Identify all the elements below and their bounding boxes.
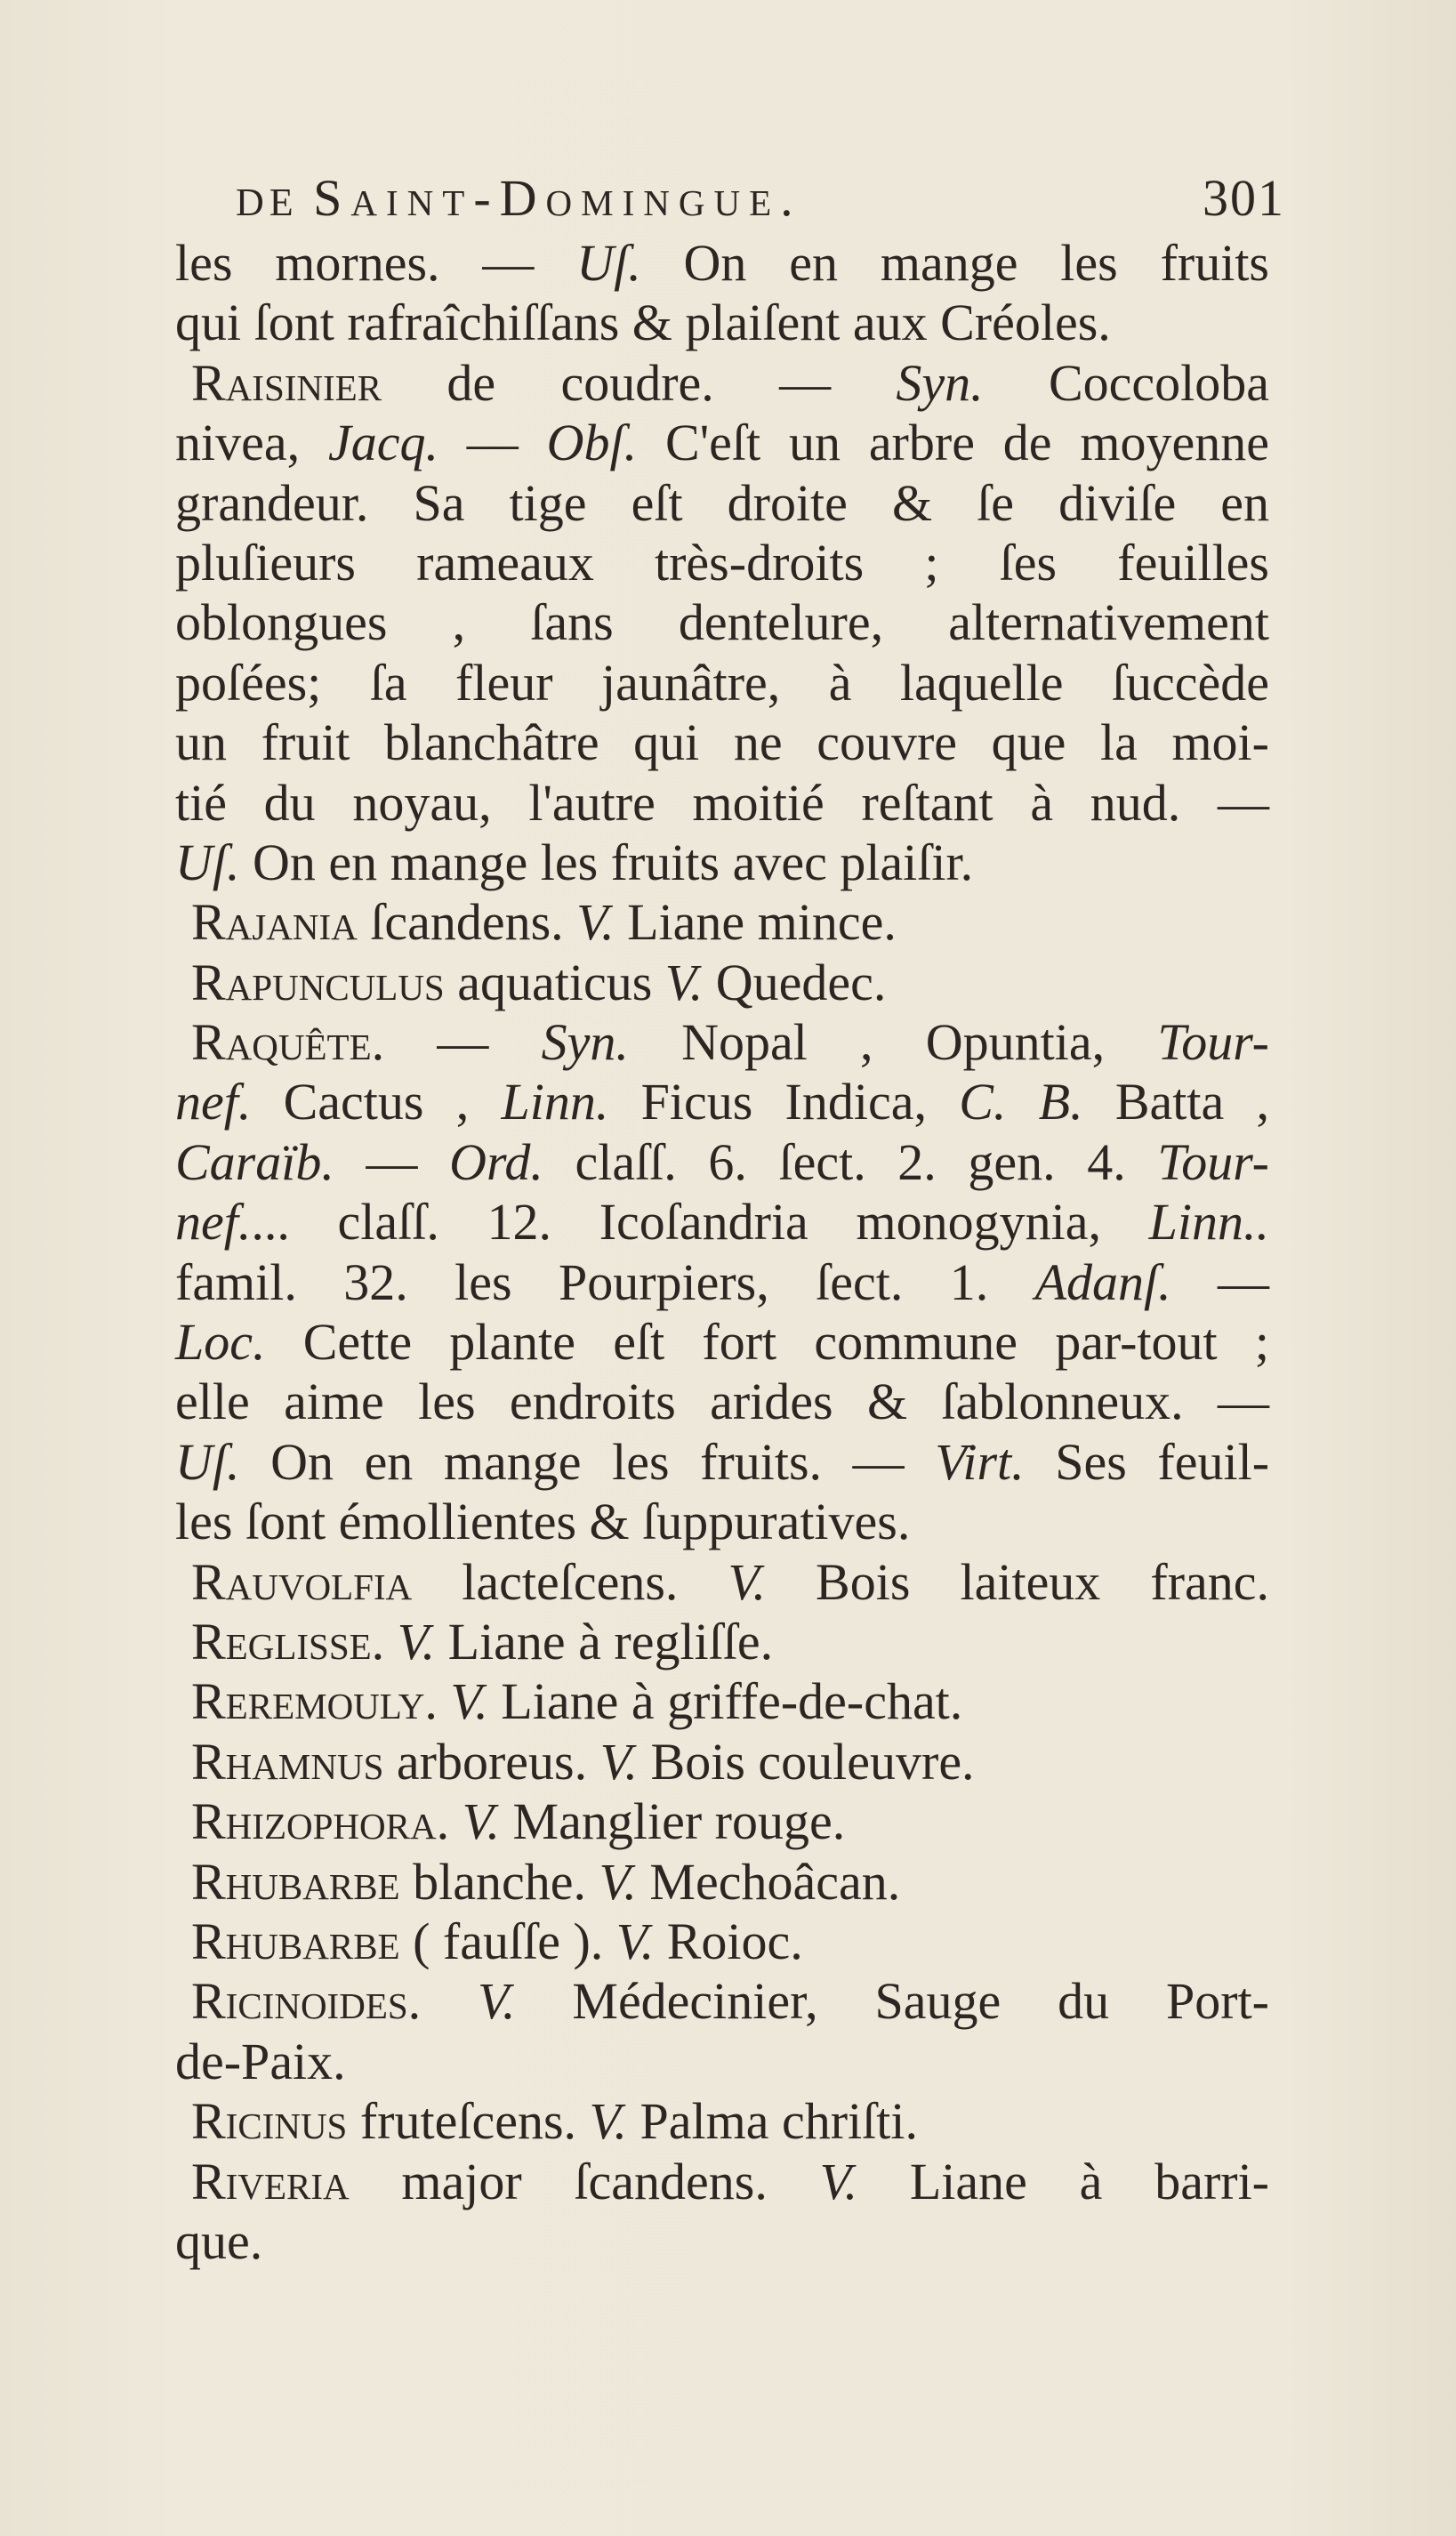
italic-text: Obſ. [546,414,638,472]
text-line [175,413,1269,472]
italic-text: V. [478,1972,516,2031]
italic-text: Uſ. [576,234,641,292]
text-run [384,1613,398,1671]
text-run: arboreus. [383,1732,600,1791]
text-run: un fruit blanchâtre qui ne couvre que la moi- [175,713,1269,772]
text-line [175,833,1269,892]
text-run: que. [175,2211,263,2270]
text-run: Batta , [1082,1073,1269,1131]
running-title-de: DE [236,181,299,224]
italic-text: V. [728,1552,766,1611]
text-line [175,1432,1269,1492]
text-run: de coudre. — [382,353,897,412]
text-run: grandeur. Sa tige eſt droite & ſe diviſe en [175,473,1269,532]
italic-text: V. [589,2092,627,2151]
text-run: Liane à regliſſe. [435,1612,774,1671]
text-run: les mornes. — [175,234,577,292]
text-line [175,1791,1269,1851]
italic-text: V. [599,1852,637,1911]
text-line [175,353,1269,413]
entry-headword: Raquête. [191,1013,385,1072]
text-run: ... claſſ. 12. Icoſandria monogynia, [251,1193,1149,1252]
text-line [175,233,1269,293]
entry-headword: Rhubarbe [191,1852,400,1911]
text-line [175,1312,1269,1372]
italic-text: Uſ. [175,833,240,891]
italic-text: C. B. [959,1073,1083,1131]
text-line [175,293,1269,352]
text-run [421,1972,478,2030]
text-line [175,1372,1269,1431]
text-run [438,1672,451,1730]
text-run: Nopal , Opuntia, [628,1013,1158,1072]
text-line [175,1732,1269,1791]
entry-headword: Rajania [191,893,358,952]
text-line [175,653,1269,712]
text-run: — [438,414,547,472]
text-line [175,2152,1269,2211]
italic-text: Tour- [1157,1013,1269,1072]
text-run: Roioc. [654,1912,803,1970]
italic-text: V. [819,2152,858,2210]
text-line [175,712,1269,772]
text-line [175,1132,1269,1192]
italic-text: V. [576,893,615,952]
text-run: Liane mince. [614,893,897,952]
text-run: oblongues , ſans dentelure, alternativement [175,593,1269,652]
running-title-place: Saint-Domingue. [313,169,802,227]
italic-text: Loc. [175,1313,266,1372]
italic-text: Linn. [501,1073,609,1131]
running-title [236,167,802,234]
text-run: On en mange les fruits [640,234,1269,292]
text-line [175,892,1269,952]
italic-text: Syn. [541,1013,629,1072]
text-line [175,2211,1269,2271]
text-run: les ſont émollientes & ſuppuratives. [175,1493,911,1551]
italic-text: V. [450,1672,488,1731]
text-run: Cactus , [251,1073,502,1131]
text-run: — [1170,1252,1270,1311]
text-run: — [384,1013,542,1072]
entry-headword: Rauvolfia [191,1552,413,1611]
text-run: C'eſt un arbre de moyenne [637,414,1269,472]
italic-text: Adanſ. [1034,1252,1171,1311]
text-line [175,1852,1269,1912]
text-run: fruteſcens. [347,2092,590,2151]
entry-headword: Reremouly. [191,1672,438,1731]
italic-text: Jacq. [327,414,438,472]
text-line [175,773,1269,833]
text-line [175,1552,1269,1612]
entry-headword: Riveria [191,2152,350,2210]
text-run: On en mange les fruits. — [239,1432,936,1491]
text-line [175,592,1269,652]
entry-headword: Raisinier [191,353,382,412]
text-run: aquaticus [444,953,665,1011]
text-run: tié du noyau, l'autre moitié reſtant à nud. — [175,773,1269,832]
body-text [175,233,1269,2271]
running-header [236,167,1285,229]
text-run: famil. 32. les Pourpiers, ſect. 1. [175,1252,1035,1311]
text-run: poſées; ſa fleur jaunâtre, à laquelle ſuccède [175,653,1269,712]
text-run: Liane à barri- [857,2152,1269,2210]
italic-text: Caraïb. [175,1132,334,1191]
text-line [175,2032,1269,2091]
entry-headword: Rhamnus [191,1732,384,1791]
text-run: Palma chriſti. [626,2092,918,2151]
entry-headword: Rhubarbe [191,1912,400,1970]
text-run: lacteſcens. [412,1552,728,1611]
italic-text: V. [599,1732,639,1791]
italic-text: V. [615,1912,655,1970]
italic-text: Virt. [935,1432,1025,1491]
text-line [175,1671,1269,1731]
text-run: Bois couleuvre. [638,1732,975,1791]
entry-headword: Ricinoides. [191,1972,422,2031]
text-run: Cette plante eſt fort commune par-tout ; [265,1313,1269,1372]
text-line [175,953,1269,1012]
text-run: Ficus Indica, [608,1073,960,1131]
italic-text: Syn. [896,353,984,412]
text-run: elle aime les endroits arides & ſablonneux. — [175,1373,1269,1431]
text-run: qui ſont rafraîchiſſans & plaiſent aux Créoles. [175,294,1111,352]
text-run: Mechoâcan. [636,1852,901,1911]
italic-text: V. [397,1612,436,1671]
text-line [175,1912,1269,1971]
text-run: On en mange les fruits avec plaiſir. [239,833,974,891]
page-number: 301 [1203,169,1285,227]
text-line [175,1192,1269,1252]
italic-text: V. [664,953,704,1011]
text-run: claſſ. 6. ſect. 2. gen. 4. [543,1132,1158,1191]
italic-text: Ord. [449,1132,543,1191]
text-line [175,2091,1269,2151]
text-run: — [334,1132,450,1191]
text-run: major ſcandens. [349,2152,820,2210]
text-line [175,1612,1269,1671]
text-line [175,1252,1269,1312]
text-run: pluſieurs rameaux très-droits ; ſes feuilles [175,533,1269,592]
italic-text: Uſ. [175,1432,240,1491]
entry-headword: Rhizophora. [191,1792,450,1851]
text-run: Ses feuil- [1024,1432,1270,1491]
italic-text: nef. [175,1073,252,1131]
text-run: Coccoloba [983,353,1270,412]
text-run: Liane à griffe-de-chat. [487,1672,963,1731]
text-line [175,1012,1269,1072]
text-run: Quedec. [703,953,887,1011]
text-run: nivea, [175,414,328,472]
text-line [175,1492,1269,1551]
entry-headword: Rapunculus [191,953,445,1011]
italic-text: Linn.. [1148,1193,1269,1252]
text-run: Bois laiteux franc. [765,1552,1269,1611]
italic-text: nef. [175,1193,252,1252]
italic-text: V. [462,1792,501,1851]
text-run: Manglier rouge. [500,1792,846,1851]
entry-headword: Reglisse. [191,1612,385,1671]
text-run: ( fauſſe ). [399,1912,616,1970]
italic-text: Tour- [1157,1132,1269,1191]
text-line [175,473,1269,533]
text-line [175,1971,1269,2031]
text-line [175,1072,1269,1131]
entry-headword: Ricinus [191,2092,348,2151]
text-run: de-Paix. [175,2032,346,2090]
text-line [175,533,1269,592]
text-run: ſcandens. [357,893,577,952]
text-run: Médecinier, Sauge du Port- [515,1972,1269,2031]
text-run: blanche. [399,1852,599,1911]
text-run [449,1792,463,1850]
